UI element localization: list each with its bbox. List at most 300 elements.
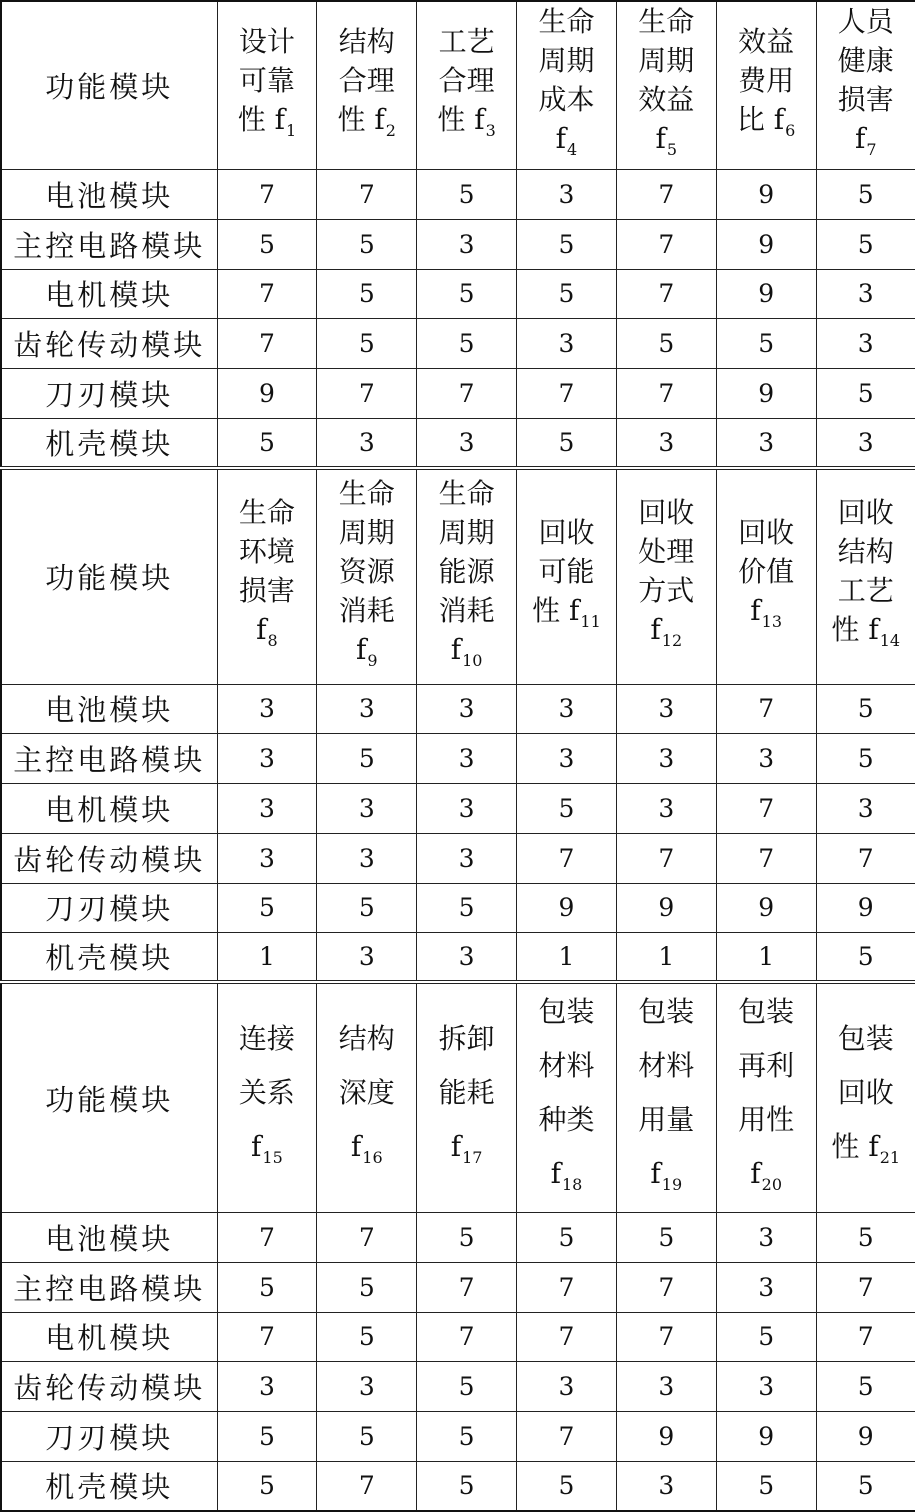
header-line bbox=[817, 532, 915, 571]
table-row bbox=[1, 784, 915, 834]
table-section bbox=[1, 1, 915, 468]
score-cell: 5 bbox=[417, 1213, 517, 1263]
header-line bbox=[817, 610, 915, 660]
header-subscript: 13 bbox=[761, 611, 782, 631]
header-subscript: 17 bbox=[462, 1147, 483, 1167]
header-line bbox=[517, 119, 616, 169]
header-row bbox=[1, 982, 915, 1212]
score-cell: 7 bbox=[217, 170, 317, 220]
score-cell: 3 bbox=[217, 784, 317, 834]
indicator-header bbox=[217, 468, 317, 684]
module-name: 电池模块 bbox=[1, 684, 217, 734]
header-line bbox=[317, 552, 416, 591]
header-line bbox=[617, 80, 716, 119]
score-cell: 5 bbox=[217, 1461, 317, 1511]
header-line bbox=[717, 513, 816, 552]
header-text: 回收 bbox=[638, 496, 695, 530]
table-row bbox=[1, 368, 915, 418]
header-text: 处理 bbox=[638, 535, 695, 569]
header-line bbox=[817, 1120, 915, 1185]
header-text: 结构 bbox=[338, 1021, 395, 1055]
header-text: 再利 bbox=[738, 1048, 795, 1082]
score-cell: 5 bbox=[716, 319, 816, 369]
score-cell: 7 bbox=[217, 269, 317, 319]
header-subscript: 5 bbox=[666, 140, 678, 160]
score-cell: 5 bbox=[417, 170, 517, 220]
score-cell: 7 bbox=[816, 833, 915, 883]
score-cell: 7 bbox=[616, 170, 716, 220]
header-line bbox=[817, 1066, 915, 1120]
header-text: 用性 bbox=[738, 1102, 795, 1136]
score-cell: 7 bbox=[517, 833, 617, 883]
header-text: 方式 bbox=[638, 574, 695, 608]
header-text: 性 f bbox=[831, 613, 879, 647]
header-line bbox=[317, 22, 416, 61]
score-cell: 7 bbox=[816, 1312, 915, 1362]
module-name: 电机模块 bbox=[1, 784, 217, 834]
indicator-header bbox=[417, 982, 517, 1212]
header-line bbox=[218, 1012, 317, 1066]
score-cell: 5 bbox=[517, 418, 617, 468]
score-cell: 5 bbox=[417, 1412, 517, 1462]
header-text: 能源 bbox=[438, 554, 495, 588]
header-subscript: 8 bbox=[267, 631, 278, 651]
score-cell: 5 bbox=[417, 883, 517, 933]
score-cell: 3 bbox=[616, 1461, 716, 1511]
module-name: 主控电路模块 bbox=[1, 734, 217, 784]
header-subscript: 3 bbox=[485, 120, 496, 140]
header-line bbox=[617, 1093, 716, 1147]
header-text: 性 f bbox=[237, 102, 285, 136]
score-cell: 3 bbox=[616, 1362, 716, 1412]
header-line bbox=[317, 474, 416, 513]
header-subscript: 6 bbox=[785, 120, 796, 140]
score-cell: 1 bbox=[716, 933, 816, 983]
module-name: 主控电路模块 bbox=[1, 1262, 217, 1312]
header-line bbox=[617, 571, 716, 610]
score-cell: 7 bbox=[217, 319, 317, 369]
score-cell: 3 bbox=[417, 734, 517, 784]
header-text: 可能 bbox=[538, 554, 595, 588]
score-cell: 5 bbox=[517, 219, 617, 269]
header-subscript: 10 bbox=[462, 650, 483, 670]
table-row bbox=[1, 319, 915, 369]
indicator-header bbox=[716, 982, 816, 1212]
header-text: 连接 bbox=[238, 1021, 295, 1055]
indicator-header bbox=[616, 982, 716, 1212]
score-cell: 5 bbox=[816, 933, 915, 983]
module-name: 机壳模块 bbox=[1, 933, 217, 983]
header-line bbox=[317, 513, 416, 552]
header-text: f bbox=[750, 1156, 761, 1190]
score-cell: 1 bbox=[217, 933, 317, 983]
score-cell: 3 bbox=[417, 219, 517, 269]
score-cell: 5 bbox=[317, 1262, 417, 1312]
header-subscript: 19 bbox=[661, 1174, 683, 1194]
module-column-header: 功能模块 bbox=[1, 1, 217, 170]
header-subscript: 4 bbox=[567, 140, 578, 160]
header-text: 工艺 bbox=[837, 574, 894, 608]
score-cell: 9 bbox=[716, 883, 816, 933]
score-cell: 5 bbox=[716, 1461, 816, 1511]
header-line bbox=[817, 119, 915, 169]
score-cell: 5 bbox=[317, 1312, 417, 1362]
table-row bbox=[1, 883, 915, 933]
score-cell: 3 bbox=[517, 319, 617, 369]
header-line bbox=[218, 571, 317, 610]
score-cell: 7 bbox=[517, 1262, 617, 1312]
table-row bbox=[1, 1461, 915, 1511]
module-column-header: 功能模块 bbox=[1, 982, 217, 1212]
header-line bbox=[517, 80, 616, 119]
header-text: 包装 bbox=[538, 994, 595, 1028]
score-cell: 3 bbox=[816, 784, 915, 834]
score-cell: 5 bbox=[816, 1362, 915, 1412]
indicator-header bbox=[217, 982, 317, 1212]
score-cell: 7 bbox=[317, 1213, 417, 1263]
score-cell: 7 bbox=[616, 368, 716, 418]
header-text: 资源 bbox=[338, 554, 395, 588]
header-line bbox=[617, 985, 716, 1039]
score-cell: 3 bbox=[417, 418, 517, 468]
score-cell: 1 bbox=[616, 933, 716, 983]
table-row bbox=[1, 269, 915, 319]
table-section bbox=[1, 468, 915, 983]
header-text: 成本 bbox=[538, 83, 595, 117]
header-line bbox=[417, 474, 516, 513]
header-text: 工艺 bbox=[438, 24, 495, 58]
score-cell: 5 bbox=[417, 319, 517, 369]
module-name: 电机模块 bbox=[1, 1312, 217, 1362]
header-text: 人员 bbox=[837, 5, 894, 39]
score-cell: 5 bbox=[816, 1461, 915, 1511]
header-line bbox=[717, 1039, 816, 1093]
header-text: 损害 bbox=[837, 83, 894, 117]
header-line bbox=[617, 41, 716, 80]
score-cell: 9 bbox=[716, 269, 816, 319]
header-text: f bbox=[550, 1156, 561, 1190]
score-cell: 5 bbox=[217, 1262, 317, 1312]
table-row bbox=[1, 170, 915, 220]
header-text: 种类 bbox=[538, 1102, 595, 1136]
score-cell: 3 bbox=[716, 1362, 816, 1412]
score-cell: 5 bbox=[217, 1412, 317, 1462]
score-cell: 5 bbox=[317, 1412, 417, 1462]
header-text: f bbox=[251, 1129, 262, 1163]
header-text: f bbox=[650, 1156, 661, 1190]
header-text: 设计 bbox=[238, 24, 295, 58]
header-line bbox=[717, 1147, 816, 1212]
indicator-header bbox=[816, 982, 915, 1212]
score-cell: 7 bbox=[517, 368, 617, 418]
score-cell: 3 bbox=[217, 684, 317, 734]
table-row bbox=[1, 1262, 915, 1312]
header-subscript: 2 bbox=[385, 120, 396, 140]
header-text: f bbox=[450, 632, 462, 666]
score-cell: 3 bbox=[716, 1262, 816, 1312]
header-subscript: 21 bbox=[879, 1147, 901, 1167]
score-cell: 7 bbox=[616, 833, 716, 883]
header-text: 用量 bbox=[638, 1102, 695, 1136]
header-text: 健康 bbox=[837, 44, 894, 78]
module-column-header: 功能模块 bbox=[1, 468, 217, 684]
score-cell: 3 bbox=[317, 833, 417, 883]
header-line bbox=[417, 1066, 516, 1120]
header-line bbox=[717, 552, 816, 591]
header-line bbox=[617, 1039, 716, 1093]
indicator-header bbox=[816, 468, 915, 684]
score-cell: 5 bbox=[816, 1213, 915, 1263]
header-line bbox=[317, 61, 416, 100]
score-cell: 5 bbox=[816, 368, 915, 418]
header-line bbox=[317, 1012, 416, 1066]
score-cell: 5 bbox=[716, 1312, 816, 1362]
header-line bbox=[717, 61, 816, 100]
indicator-header bbox=[317, 1, 417, 170]
score-cell: 9 bbox=[816, 883, 915, 933]
score-cell: 3 bbox=[217, 1362, 317, 1412]
header-text: 性 f bbox=[437, 102, 485, 136]
header-line bbox=[417, 1120, 516, 1185]
score-cell: 5 bbox=[517, 269, 617, 319]
score-cell: 5 bbox=[517, 1213, 617, 1263]
header-text: 周期 bbox=[638, 44, 695, 78]
score-cell: 9 bbox=[716, 368, 816, 418]
header-line bbox=[417, 513, 516, 552]
header-text: 材料 bbox=[538, 1048, 595, 1082]
module-name: 电池模块 bbox=[1, 1213, 217, 1263]
score-cell: 7 bbox=[716, 833, 816, 883]
header-line bbox=[517, 2, 616, 41]
header-text: 生命 bbox=[438, 476, 495, 510]
score-cell: 3 bbox=[716, 418, 816, 468]
table-row bbox=[1, 1412, 915, 1462]
score-cell: 3 bbox=[517, 1362, 617, 1412]
score-cell: 5 bbox=[417, 1461, 517, 1511]
score-cell: 3 bbox=[816, 319, 915, 369]
header-line bbox=[717, 1093, 816, 1147]
header-line bbox=[218, 22, 317, 61]
header-text: f bbox=[450, 1129, 462, 1163]
score-cell: 3 bbox=[616, 784, 716, 834]
score-cell: 7 bbox=[616, 219, 716, 269]
header-text: 环境 bbox=[238, 535, 295, 569]
header-text: f bbox=[655, 122, 666, 156]
module-name: 机壳模块 bbox=[1, 418, 217, 468]
indicator-header bbox=[816, 1, 915, 170]
score-cell: 5 bbox=[517, 1461, 617, 1511]
header-line bbox=[517, 985, 616, 1039]
header-line bbox=[517, 1147, 616, 1212]
score-cell: 7 bbox=[417, 368, 517, 418]
header-text: 深度 bbox=[338, 1075, 395, 1109]
score-cell: 5 bbox=[816, 734, 915, 784]
indicator-header bbox=[616, 1, 716, 170]
header-text: 性 f bbox=[532, 593, 580, 627]
header-line bbox=[717, 100, 816, 150]
indicator-header bbox=[517, 1, 617, 170]
header-text: 比 f bbox=[736, 102, 785, 136]
header-text: 回收 bbox=[538, 515, 595, 549]
header-text: 生命 bbox=[638, 5, 695, 39]
header-line bbox=[517, 513, 616, 552]
header-line bbox=[517, 1039, 616, 1093]
score-cell: 7 bbox=[816, 1262, 915, 1312]
header-line bbox=[617, 1147, 716, 1212]
header-line bbox=[817, 493, 915, 532]
header-row bbox=[1, 468, 915, 684]
header-text: f bbox=[854, 122, 866, 156]
score-cell: 7 bbox=[716, 784, 816, 834]
header-text: f bbox=[750, 593, 761, 627]
header-text: 价值 bbox=[738, 554, 795, 588]
header-subscript: 14 bbox=[879, 631, 901, 651]
header-line bbox=[617, 493, 716, 532]
indicator-header bbox=[217, 1, 317, 170]
header-text: 损害 bbox=[238, 574, 295, 608]
header-text: 周期 bbox=[338, 515, 395, 549]
header-text: f bbox=[350, 1129, 362, 1163]
table-row bbox=[1, 1213, 915, 1263]
score-cell: 3 bbox=[517, 170, 617, 220]
table-row bbox=[1, 684, 915, 734]
header-text: 消耗 bbox=[438, 593, 495, 627]
header-line bbox=[817, 1012, 915, 1066]
header-line bbox=[417, 591, 516, 630]
score-cell: 3 bbox=[616, 684, 716, 734]
score-cell: 7 bbox=[616, 1262, 716, 1312]
header-line bbox=[517, 552, 616, 591]
header-subscript: 16 bbox=[362, 1147, 383, 1167]
header-text: 消耗 bbox=[338, 593, 395, 627]
score-cell: 5 bbox=[317, 734, 417, 784]
score-cell: 9 bbox=[616, 1412, 716, 1462]
score-cell: 9 bbox=[816, 1412, 915, 1462]
header-line bbox=[218, 1066, 317, 1120]
score-cell: 7 bbox=[317, 1461, 417, 1511]
score-cell: 3 bbox=[317, 1362, 417, 1412]
header-text: 生命 bbox=[238, 496, 295, 530]
header-subscript: 15 bbox=[262, 1147, 283, 1167]
indicator-header bbox=[317, 982, 417, 1212]
score-cell: 3 bbox=[517, 734, 617, 784]
header-text: f bbox=[355, 632, 367, 666]
score-cell: 9 bbox=[517, 883, 617, 933]
score-cell: 5 bbox=[217, 883, 317, 933]
table-row bbox=[1, 734, 915, 784]
table-row bbox=[1, 833, 915, 883]
header-line bbox=[517, 1093, 616, 1147]
score-cell: 3 bbox=[716, 1213, 816, 1263]
header-subscript: 7 bbox=[866, 140, 877, 160]
score-cell: 9 bbox=[716, 219, 816, 269]
header-line bbox=[417, 22, 516, 61]
score-cell: 5 bbox=[616, 1213, 716, 1263]
score-cell: 5 bbox=[217, 418, 317, 468]
score-cell: 5 bbox=[616, 319, 716, 369]
header-line bbox=[717, 985, 816, 1039]
score-cell: 3 bbox=[317, 684, 417, 734]
header-line bbox=[218, 1120, 317, 1185]
table-section bbox=[1, 982, 915, 1511]
header-text: 结构 bbox=[338, 24, 395, 58]
score-cell: 3 bbox=[317, 784, 417, 834]
module-name: 齿轮传动模块 bbox=[1, 319, 217, 369]
header-line bbox=[417, 552, 516, 591]
score-cell: 7 bbox=[517, 1412, 617, 1462]
header-text: 回收 bbox=[738, 515, 795, 549]
header-text: 效益 bbox=[738, 24, 795, 58]
header-line bbox=[817, 571, 915, 610]
score-cell: 5 bbox=[816, 170, 915, 220]
score-cell: 3 bbox=[417, 684, 517, 734]
score-cell: 7 bbox=[217, 1312, 317, 1362]
header-line bbox=[417, 100, 516, 150]
header-line bbox=[417, 1012, 516, 1066]
header-text: f bbox=[256, 613, 267, 647]
score-cell: 3 bbox=[616, 734, 716, 784]
header-subscript: 12 bbox=[661, 631, 683, 651]
score-cell: 7 bbox=[716, 684, 816, 734]
header-text: 包装 bbox=[837, 1021, 894, 1055]
header-text: 回收 bbox=[837, 1075, 894, 1109]
indicator-header bbox=[417, 1, 517, 170]
header-line bbox=[317, 100, 416, 150]
header-line bbox=[817, 41, 915, 80]
score-cell: 3 bbox=[217, 833, 317, 883]
score-cell: 5 bbox=[317, 269, 417, 319]
score-cell: 7 bbox=[616, 269, 716, 319]
score-cell: 3 bbox=[317, 933, 417, 983]
header-subscript: 9 bbox=[367, 650, 378, 670]
score-cell: 5 bbox=[317, 319, 417, 369]
score-cell: 3 bbox=[417, 833, 517, 883]
header-line bbox=[817, 2, 915, 41]
header-line bbox=[317, 591, 416, 630]
header-subscript: 20 bbox=[761, 1174, 782, 1194]
header-line bbox=[617, 610, 716, 660]
header-text: 性 f bbox=[337, 102, 385, 136]
header-row bbox=[1, 1, 915, 170]
indicator-header bbox=[317, 468, 417, 684]
header-line bbox=[417, 630, 516, 680]
score-cell: 7 bbox=[417, 1262, 517, 1312]
score-cell: 5 bbox=[317, 883, 417, 933]
score-cell: 7 bbox=[217, 1213, 317, 1263]
module-name: 刀刃模块 bbox=[1, 1412, 217, 1462]
header-text: 费用 bbox=[738, 63, 795, 97]
indicator-header bbox=[716, 468, 816, 684]
module-name: 齿轮传动模块 bbox=[1, 1362, 217, 1412]
score-cell: 5 bbox=[217, 219, 317, 269]
score-cell: 5 bbox=[317, 219, 417, 269]
header-text: 拆卸 bbox=[438, 1021, 495, 1055]
module-name: 齿轮传动模块 bbox=[1, 833, 217, 883]
header-text: 合理 bbox=[438, 63, 495, 97]
header-subscript: 18 bbox=[561, 1174, 583, 1194]
header-text: 合理 bbox=[338, 63, 395, 97]
header-text: f bbox=[650, 613, 661, 647]
score-cell: 3 bbox=[616, 418, 716, 468]
header-text: 材料 bbox=[638, 1048, 695, 1082]
header-line bbox=[717, 591, 816, 641]
header-line bbox=[218, 532, 317, 571]
header-line bbox=[218, 493, 317, 532]
score-cell: 7 bbox=[317, 368, 417, 418]
score-cell: 1 bbox=[517, 933, 617, 983]
header-text: 包装 bbox=[638, 994, 695, 1028]
indicator-header bbox=[517, 468, 617, 684]
